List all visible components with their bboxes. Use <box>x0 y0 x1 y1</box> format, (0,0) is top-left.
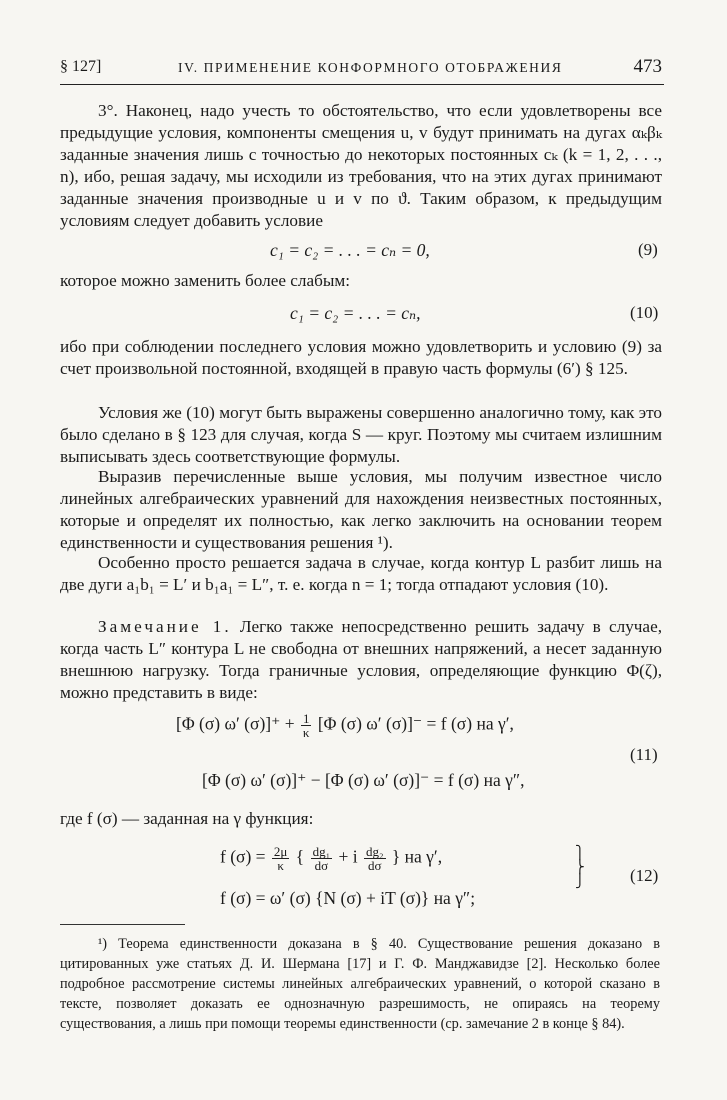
equation-12b: f (σ) = ω′ (σ) {N (σ) + iT (σ)} на γ″; <box>220 888 476 908</box>
equation-11a-left: [Φ (σ) ω′ (σ)]⁺ + <box>176 713 295 734</box>
paragraph-conditions: 3°. Наконец, надо учесть то обстоятельство, что если удовлетворены все предыдущие условия, компоненты смещения u, v будут принимать на дугах αₖβₖ заданные значения лишь с точностью до некоторых постоянных cₖ (k = 1, 2, . . ., n), ибо, решая задачу, мы исходили из требования, что на этих дугах принимают заданные значения производные u и v по ϑ. Таким образом, к предыдущим условиям следует добавить условие <box>60 101 662 230</box>
equation-9: c₁ = c₂ = . . . = cₙ = 0, <box>270 240 430 260</box>
footnote-rule <box>60 924 185 925</box>
equation-11b: [Φ (σ) ω′ (σ)]⁺ − [Φ (σ) ω′ (σ)]⁻ = f (σ) на γ″, <box>202 770 525 790</box>
equation-11a-right: [Φ (σ) ω′ (σ)]⁻ = f (σ) на γ′, <box>317 713 514 734</box>
remark-label: Замечание 1. <box>98 617 232 636</box>
paragraph-remark <box>60 616 662 704</box>
fraction-one-over-kappa: $\frac{1}{\kappa}$ <box>302 711 310 740</box>
equation-11a <box>176 712 514 739</box>
right-brace-icon: ⎫ ⎬ ⎭ <box>575 845 585 888</box>
running-header <box>60 58 664 82</box>
header-section: § 127] <box>60 58 102 75</box>
equation-12a: f (σ) = $\frac{2\mu}{\kappa}$ { $\frac{\text{dg₁}}{d\sigma}$ + i $\frac{\text{dg₂}}{d\sigma}$ } на γ′, <box>220 844 443 873</box>
paragraph-linear-equations: Выразив перечисленные выше условия, мы получим известное число линейных алгебраических уравнений для нахождения неизвестных постоянных, которые и определят их полностью, как легко заключить на основании теорем единственности и существования решения ¹). <box>60 467 662 552</box>
paragraph-given-function: где f (σ) — заданная на γ функция: <box>60 809 314 828</box>
equation-11-number: (11) <box>630 745 658 764</box>
fraction-2mu-over-kappa: $\frac{2\mu}{\kappa}$ <box>273 844 288 873</box>
fraction-dg1-dsigma: $\frac{\text{dg₁}}{d\sigma}$ <box>312 844 331 873</box>
header-rule <box>60 84 664 85</box>
equation-10-number: (10) <box>630 303 659 322</box>
equation-9-number: (9) <box>638 240 658 259</box>
page-number: 473 <box>633 56 662 77</box>
remark-text: Легко также непосредственно решить задачу в случае, когда часть L″ контура L не свободна от внешних напряжений, а несет заданную внешнюю нагрузку. Тогда граничные условия, определяющие функцию Φ(ζ), можно представить в виде: <box>60 617 662 702</box>
paragraph-conditions-10: Условия же (10) могут быть выражены совершенно аналогично тому, как это было сделано в § 123 для случая, когда S — круг. Поэтому мы считаем излишним выписывать здесь соответствующие формулы. <box>60 403 662 466</box>
footnote: ¹) Теорема единственности доказана в § 40. Существование решения доказано в цитированных уже статьях Д. И. Шермана [17] и Г. Ф. Манджавидзе [2]. Несколько более подробное рассмотрение системы линейных алгебраических уравнений, о которой сказано в тексте, позволяет доказать ее однозначную разрешимость, не опираясь на теорему существования, а лишь при помощи теоремы единственности (ср. замечание 2 в конце § 84). <box>60 936 660 1032</box>
paragraph-weaker: которое можно заменить более слабым: <box>60 271 351 290</box>
equation-10: c₁ = c₂ = . . . = cₙ, <box>290 303 421 323</box>
paragraph-two-arcs: Особенно просто решается задача в случае, когда контур L разбит лишь на две дуги a₁b₁ = L′ и b₁a₁ = L″, т. е. когда n = 1; тогда отпадают условия (10). <box>60 553 662 594</box>
equation-12-number: (12) <box>630 866 659 885</box>
fraction-dg2-dsigma: $\frac{\text{dg₂}}{d\sigma}$ <box>365 844 384 873</box>
header-title: IV. ПРИМЕНЕНИЕ КОНФОРМНОГО ОТОБРАЖЕНИЯ <box>178 60 563 75</box>
paragraph-observance: ибо при соблюдении последнего условия можно удовлетворить и условию (9) за счет произвольной постоянной, входящей в правую часть формулы (6′) § 125. <box>60 337 662 378</box>
